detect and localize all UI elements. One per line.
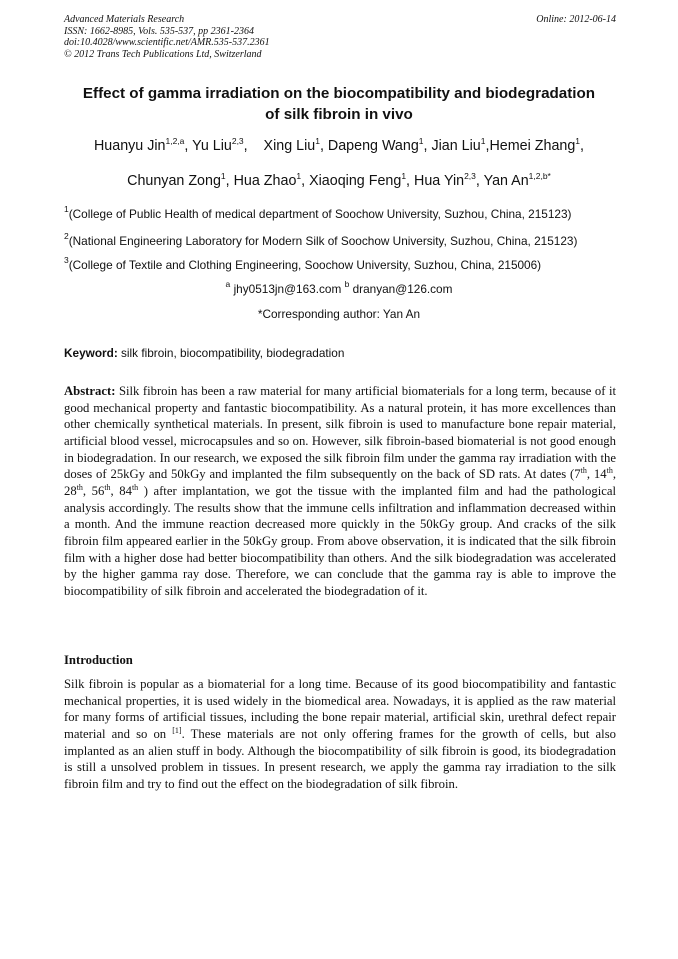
author: Xing Liu$^1$, bbox=[263, 136, 328, 154]
author-name: Hua Zhao bbox=[233, 173, 297, 189]
author-list-line-1 bbox=[50, 138, 628, 154]
online-date: Online: 2012-06-14 bbox=[536, 14, 616, 25]
author-affiliation-marker: 1,2,b* bbox=[528, 171, 551, 181]
issn-line: ISSN: 1662-8985, Vols. 535-537, pp 2361-2364 bbox=[64, 25, 254, 37]
implant-date: 28th, bbox=[64, 482, 92, 498]
author-affiliation-marker: 1 bbox=[575, 136, 581, 146]
author-affiliation-marker: 1 bbox=[315, 136, 320, 146]
author-name: Hua Yin bbox=[414, 173, 465, 189]
author-name: Dapeng Wang bbox=[327, 138, 419, 154]
affiliation-3-marker: 3 bbox=[64, 255, 69, 265]
author: Jian Liu$^1$, bbox=[431, 136, 490, 154]
ordinal-suffix: th bbox=[606, 466, 613, 476]
abstract-label: Abstract: bbox=[64, 384, 116, 398]
author: Dapeng Wang$^1$, bbox=[327, 136, 432, 154]
implant-date: 56th, bbox=[91, 482, 120, 498]
corresponding-author: *Corresponding author: Yan An bbox=[257, 307, 421, 321]
date-number: 84 bbox=[119, 483, 132, 498]
author-name: Xing Liu bbox=[263, 138, 316, 154]
date-number: 14 bbox=[593, 467, 607, 482]
date-number: 56 bbox=[91, 483, 105, 498]
copyright-line: © 2012 Trans Tech Publications Ltd, Switzerland bbox=[64, 48, 262, 60]
keywords bbox=[64, 346, 616, 360]
author-affiliation-marker: 2,3 bbox=[231, 136, 244, 146]
title-line-2: of silk fibroin in vivo bbox=[265, 106, 413, 123]
paper-title bbox=[60, 83, 618, 125]
email-b-marker: b bbox=[344, 279, 350, 289]
introduction-body bbox=[64, 676, 616, 793]
email-b: dranyan@126.com bbox=[352, 282, 453, 296]
author-affiliation-marker: 1 bbox=[418, 136, 424, 146]
abstract bbox=[64, 383, 616, 600]
ordinal-suffix: th bbox=[580, 466, 587, 476]
affiliation-1-text: (College of Public Health of medical department of Soochow University, Suzhou, China, 215123) bbox=[68, 207, 572, 221]
author: Xiaoqing Feng$^1$, bbox=[309, 171, 414, 189]
email-a-marker: a bbox=[225, 279, 231, 289]
author-affiliation-marker: 1 bbox=[296, 171, 302, 181]
journal-meta bbox=[64, 14, 616, 60]
author-name: Hemei Zhang bbox=[489, 138, 576, 154]
author bbox=[484, 173, 551, 189]
journal-name: Advanced Materials Research bbox=[64, 14, 185, 25]
author-affiliation-marker: 1 bbox=[480, 136, 486, 146]
author-name: Xiaoqing Feng bbox=[309, 173, 402, 189]
author-name: Yan An bbox=[483, 173, 529, 189]
author: Hemei Zhang$^1$, bbox=[489, 136, 585, 154]
affiliation-2-marker: 2 bbox=[64, 231, 69, 241]
author: Huanyu Jin$^{1,2,a}$, bbox=[93, 136, 193, 154]
author: Yu Liu$^{2,3}$, bbox=[192, 136, 264, 154]
affiliation-3-text: (College of Textile and Clothing Engineering, Soochow University, Suzhou, China, 215006) bbox=[68, 258, 542, 272]
introduction-text-1: Silk fibroin is popular as a biomaterial for a long time. Because of its good biocompatibility and fantastic mechanical properties, it is used widely in the biomedical area. Nowadays, it is applied as the raw material for many forms of artificial tissues, including the bone repair material, artificial skin, urethral defect repair material and so on bbox=[64, 677, 616, 741]
email-line bbox=[64, 279, 614, 296]
ordinal-suffix: th bbox=[131, 482, 139, 492]
ordinal-suffix: th bbox=[104, 482, 111, 492]
author-name: Jian Liu bbox=[431, 138, 481, 154]
author: Hua Yin$^{2,3}$, bbox=[414, 171, 484, 189]
author-name: Chunyan Zong bbox=[127, 173, 221, 189]
abstract-text-1: Silk fibroin has been a raw material for many artificial biomaterials for a long term, because of it good mechanical property and fantastic biocompatibility. As a natural protein, it has more excellences than other chemically synthetical materials. In present, silk fibroin is used to manufacture bone repair material, artificial blood vessel, microcapsules and so on. However, silk fibroin-based biomaterial is not good enough in biodegradation. In our research, we exposed the silk fibroin film under the gamma ray irradiation with the doses of 25kGy and 50kGy and implanted the film subsequently on the back of SD rats. At dates ( bbox=[64, 384, 616, 482]
affiliation-2 bbox=[64, 231, 624, 248]
implant-date: 14th, bbox=[593, 466, 617, 482]
affiliation-1-marker: 1 bbox=[64, 204, 69, 214]
author-affiliation-marker: 1,2,a bbox=[165, 136, 185, 146]
title-line-1: Effect of gamma irradiation on the biocompatibility and biodegradation bbox=[82, 85, 596, 102]
author: Chunyan Zong$^1$, bbox=[127, 171, 234, 189]
doi-line: doi:10.4028/www.scientific.net/AMR.535-537.2361 bbox=[64, 37, 270, 48]
author-name: Huanyu Jin bbox=[93, 138, 166, 154]
author-affiliation-marker: 1 bbox=[220, 171, 226, 181]
affiliation-2-text: (National Engineering Laboratory for Modern Silk of Soochow University, Suzhou, China, 215123) bbox=[68, 234, 578, 248]
implant-date: 7th, bbox=[574, 466, 594, 482]
keywords-label: Keyword: bbox=[64, 346, 118, 360]
author-name: Yu Liu bbox=[192, 138, 232, 154]
keywords-text: silk fibroin, biocompatibility, biodegradation bbox=[121, 346, 345, 360]
date-number: 7 bbox=[574, 467, 581, 482]
abstract-text-2: ) after implantation, we got the tissue with the implanted film and had the pathological analysis accordingly. The results show that the immune cells infiltration and inflammation decreased within a month. And the immune reaction decreased more quickly in the 50kGy group. And cracks of the silk fibroin film appeared earlier in the 50kGy group. From above observation, it is indicated that the silk fibroin film with a higher dose had better biocompatibility than others. And the silk biodegradation was accelerated by the higher gamma ray dose. Therefore, we can conclude that the gamma ray is able to improve the biocompatibility of silk fibroin and accelerated the biodegradation of it. bbox=[64, 483, 617, 598]
ordinal-suffix: th bbox=[76, 482, 83, 492]
author-affiliation-marker: 2,3 bbox=[464, 171, 476, 181]
author-affiliation-marker: 1 bbox=[401, 171, 407, 181]
implant-date bbox=[119, 484, 143, 498]
affiliation-1 bbox=[64, 204, 624, 221]
reference-marker: [1] bbox=[172, 725, 182, 735]
date-number: 28 bbox=[64, 483, 77, 498]
introduction-heading: Introduction bbox=[64, 653, 133, 667]
affiliation-3 bbox=[64, 255, 624, 272]
introduction-text-2: . These materials are not only offering frames for the growth of cells, but also implanted as an alien stuff in body. Although the biocompatibility of silk fibroin is good, its biodegradation is still a unsolved problem in tissues. In present research, we apply the gamma ray irradiation to the silk fibroin film and try to find out the effect on the biodegradation of silk fibroin. bbox=[64, 726, 616, 791]
author: Hua Zhao$^1$, bbox=[233, 171, 310, 189]
email-a: jhy0513jn@163.com bbox=[233, 282, 342, 296]
author-list-line-2 bbox=[50, 173, 628, 189]
